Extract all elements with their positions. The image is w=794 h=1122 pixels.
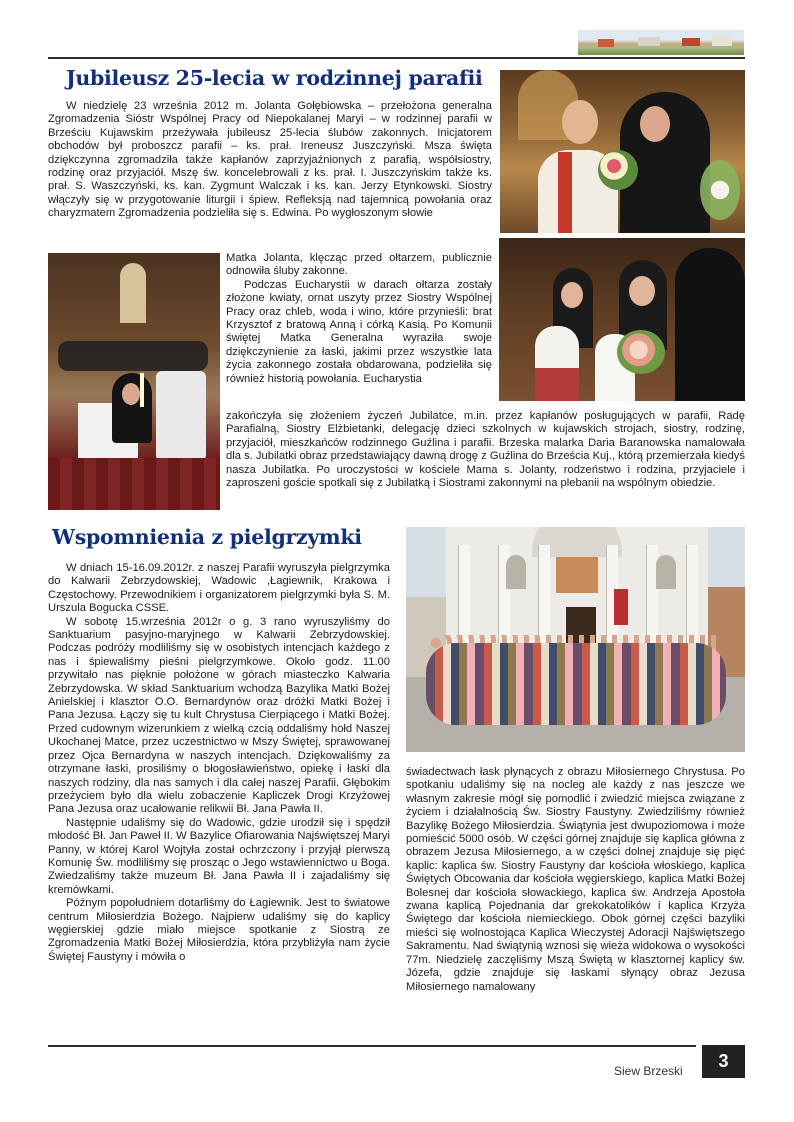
article1-paragraph: Podczas Eucharystii w darach ołtarza zostały złożone kwiaty, ornat uszyty przez Siostry Wspólnej Pracy oraz chleb, woda i wino, które przynieśli: brat Krzysztof z bratową Anną i córką Kasią. Po Komunii świętej Matka Generalna wyraziła swoje dziękczynienie za łaski, jakimi przez wszystkie lata życia zakonnego została obdarowana, podzieliła się również historią powołania. Eucharystia <box>226 278 492 385</box>
bottom-rule <box>48 1045 696 1047</box>
article2-title: Wspomnienia z pielgrzymki <box>52 525 362 549</box>
article2-paragraph: świadectwach łask płynących z obrazu Miłosiernego Chrystusa. Po spotkaniu udaliśmy się na nocleg ale każdy z nas jeszcze we własnym zakresie mógł się pomodlić i zwiedzić miejsca związane z życiem i działalnością Św. Siostry Faustyny. Zwiedziliśmy również Bazylikę Bożego Miłosierdzia. Świątynia jest dwupoziomowa i może pomieścić 5000 osób. W części górnej znajduje się kaplica główna z obrazem Jezusa Miłosiernego, a w części dolnej znajduje się pięć kaplic: kaplica św. Siostry Faustyny dar kościoła włoskiego, kaplica Świętych Obcowania dar kościoła węgierskiego, kaplica Matki Bożej Bolesnej dar kościoła słowackiego, kaplica św. Andrzeja Apostoła zwana kaplicą Pojednania dar grekokatolików i kaplica Krzyża Świętego dar kościoła niemieckiego. Obok górnej części bazyliki mieści się wolnostojąca Kaplica Wieczystej Adoracji Najświętszego Sakramentu. Nad świątynią wznosi się wieża widokowa o wysokości 77m. Niedzielę zaczęliśmy Mszą Świętą w klasztornej kaplicy św. Józefa, gdzie znajduje się łaskami słynący obraz Jezusa Miłosiernego namalowany <box>406 766 745 993</box>
article2-paragraph: Późnym popołudniem dotarliśmy do Łagiewnik. Jest to światowe centrum Miłosierdzia Bożego. Najpierw udaliśmy się do kaplicy węgierskiej gdzie miało miejsce spotkanie z Siostrą ze Zgromadzenia Matki Bożej Miłosierdzia, która przybliżyła nam życie Świętej Faustyny i mówiła o <box>48 897 390 963</box>
article2-paragraph: W sobotę 15.września 2012r o g. 3 rano wyruszyliśmy do Sanktuarium pasyjno-maryjnego w Kalwarii Zebrzydowskiej. Podczas podróży modliliśmy się w osobistych intencjach każdego z nas i śpiewaliśmy pieśni pielgrzymkowe. Około godz. 11.00 przywitało nas pięknie położone w górach miasteczko Kalwaria Zebrzydowska. W skład Sanktuarium wchodzą Bazylika Matki Bożej Anielskiej i klasztor O.O. Bernardynów oraz dróżki Matki Bożej i Pana Jezusa. Łączy się tu kult Chrystusa Cierpiącego i Matki Bożej. Przed cudownym wizerunkiem z wielką czcią oddaliśmy hołd Naszej Ukochanej Matce, przez uczestnictwo w Mszy Świętej, sprawowanej przez Ojca Bernardyna w naszych intencjach. Dziękowaliśmy za otrzymane łaski, prosiliśmy o błogosławieństwo, opiekę i łaski dla naszych rodziny, dla nas samych i dla całej naszej Parafii. Głębokim przeżyciem było dla wielu zobaczenie Kapliczek Drogi Krzyżowej Pana Jezusa oraz ucałowanie relikwii Bł. Jana Pawła II. <box>48 615 390 816</box>
article2-column-right <box>406 766 745 1040</box>
article1-paragraph: W niedzielę 23 września 2012 m. Jolanta Gołębiowska – przełożona generalna Zgromadzenia Sióstr Wspólnej Pracy od Niepokalanej Maryi – w rodzinnej parafii w Brześciu Kujawskim przeżywała jubileusz 25-lecia ślubów zakonnych. Inicjatorem obchodów był proboszcz parafii – ks. prał. Ireneusz Juszczyński. Msza święta dziękczynna zgromadziła także kapłanów zaprzyjaźnionych z parafią, współsiostry, rodzinę oraz przyjaciół. Mszę św. koncelebrowali z ks. prał. I. Juszczyńskim także ks. prał. S. Waszczyński, ks. kan. Zygmunt Walczak i ks. kan. Jerzy Etynkowski. Siostry włączyły się w przygotowanie liturgii i śpiew. Refleksją nad tajemnicą powołania oraz charyzmatem Zgromadzenia podzieliła się s. Edwina. Po wygłoszonym słowie <box>48 100 492 220</box>
article1-paragraph: zakończyła się złożeniem życzeń Jubilatce, m.in. przez kapłanów posługujących w parafii, Radę Parafialną, Siostry Elżbietanki, delegację dzieci szkolnych w kujawskich strojach, siostry, rodzinę, przyjaciół, mieszkańców rodzinnego Guźlina i parafii. Brzeska malarka Daria Baranowska namalowała dla s. Jubilatki obraz przedstawiający dawną drogę z Guźlina do Brześcia Kuj., którą przemierzała kiedyś nasza Jubilatka. Po uroczystości w kościele Mama s. Jolanty, rodzeństwo i rodzina, przyjaciele i zaproszeni goście spotkali się z Jubilatką i Siostrami zakonnymi na plebanii na wspólnym obiedzie. <box>226 410 745 490</box>
article2-paragraph: Następnie udaliśmy się do Wadowic, gdzie urodził się i spędził młodość Bł. Jan Paweł II. W Bazylice Ofiarowania Najświętszej Maryi Panny, w której Karol Wojtyła został ochrzczony i przyjął pierwszą Komunię Św. modliliśmy się prosząc o Jego wstawiennictwo u Boga. Zwiedzaliśmy także muzeum Bł. Jana Pawła II i zajadaliśmy się kremówkami. <box>48 816 390 896</box>
article1-body-top <box>48 100 492 252</box>
article1-title: Jubileusz 25-lecia w rodzinnej parafii <box>66 66 483 90</box>
photo-priest-and-nun <box>500 70 745 233</box>
article1-body-middle <box>226 252 492 412</box>
article2-column-left <box>48 562 390 1040</box>
article2-paragraph: W dniach 15-16.09.2012r. z naszej Parafii wyruszyła pielgrzymka do Kalwarii Zebrzydowskiej, Wadowic ,Łagiewnik, Krakowa i Częstochowy. Przewodnikiem i organizatorem pielgrzymki była S. M. Urszula Bogucka CSSE. <box>48 562 390 615</box>
top-rule <box>48 57 745 59</box>
photo-pilgrimage-group-at-basilica <box>406 527 745 752</box>
photo-nun-kneeling-at-altar <box>48 253 220 510</box>
article1-body-bottom <box>226 410 745 512</box>
publication-name: Siew Brzeski <box>614 1064 683 1078</box>
page-number: 3 <box>702 1045 745 1078</box>
header-landscape-image <box>578 30 744 55</box>
photo-children-with-flowers <box>499 238 745 401</box>
article1-paragraph: Matka Jolanta, klęcząc przed ołtarzem, publicznie odnowiła śluby zakonne. <box>226 252 492 278</box>
